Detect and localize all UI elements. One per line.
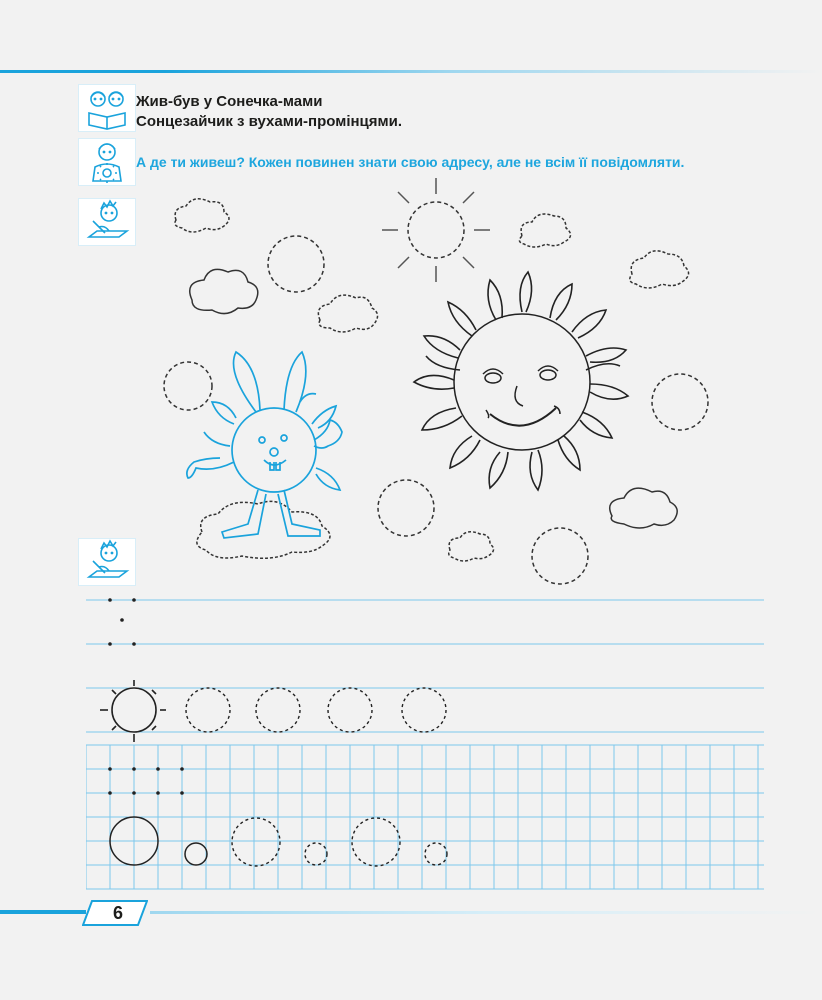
clouds bbox=[175, 199, 689, 561]
bunny-sun-character bbox=[187, 352, 342, 538]
dashed-circle-row bbox=[186, 688, 446, 732]
dot-pattern-1 bbox=[108, 598, 136, 646]
sun-sample bbox=[100, 680, 166, 742]
footer-rule-left bbox=[0, 910, 86, 914]
sun-rays-outline bbox=[382, 178, 490, 282]
footer-rule-right bbox=[150, 911, 822, 914]
poem-line-2: Сонцезайчик з вухами-промінцями. bbox=[136, 113, 403, 130]
dashed-circles bbox=[164, 236, 708, 584]
child-writing-icon bbox=[78, 198, 136, 246]
writing-practice-area bbox=[86, 592, 766, 892]
grid-dashed-circles bbox=[232, 818, 447, 866]
dashed-sun-outline bbox=[408, 202, 464, 258]
children-reading-icon bbox=[78, 84, 136, 132]
header-rule bbox=[0, 70, 822, 73]
dot-pattern-2 bbox=[108, 767, 184, 795]
poem-line-1: Жив-був у Сонечка-мами bbox=[136, 93, 323, 110]
grid-paper bbox=[86, 745, 764, 889]
sun-and-bunny-illustration bbox=[150, 170, 710, 590]
page-number: 6 bbox=[112, 903, 123, 923]
big-sun-rays bbox=[414, 272, 628, 490]
child-writing-icon bbox=[78, 538, 136, 586]
question-text: А де ти живеш? Кожен повинен знати свою адресу, але не всім її повідомляти. bbox=[136, 154, 685, 170]
child-telling-icon bbox=[78, 138, 136, 186]
big-smiling-sun bbox=[454, 314, 590, 450]
